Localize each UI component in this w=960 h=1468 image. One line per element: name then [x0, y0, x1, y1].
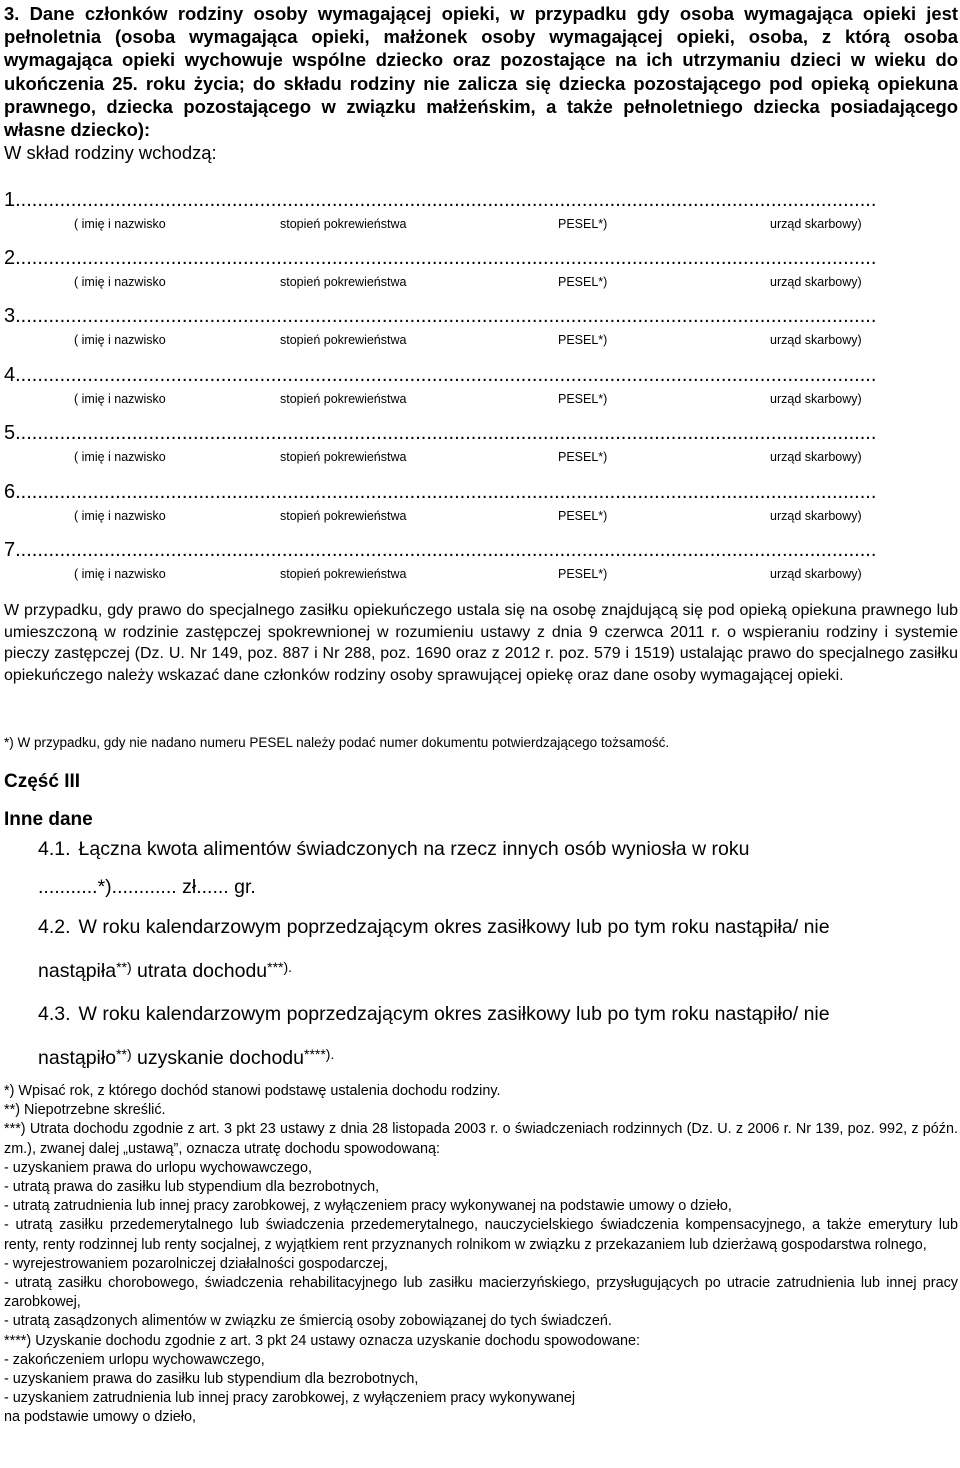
caption-pesel: PESEL*)	[558, 392, 608, 406]
family-member-row	[4, 363, 958, 415]
family-member-row	[4, 246, 958, 298]
footnote-line: - utratą zasiłku przedemerytalnego lub świadczenia przedemerytalnego, nauczycielskiego świadczenia kompensacyjnego, a także emerytury lub renty, renty rodzinnej lub renty socjalnej, z wyjątkiem rent przyznanych rolnikom w związku z przekazaniem lub dzierżawą gospodarstwa rolnego,	[4, 1217, 958, 1253]
members-label: W skład rodziny wchodzą:	[4, 142, 217, 164]
member-number: 1	[4, 189, 16, 211]
caption-name: ( imię i nazwisko	[74, 567, 166, 581]
member-number: 4	[4, 364, 16, 386]
footnote-marker: ***).	[267, 959, 293, 975]
footnote-marker: **)	[116, 959, 132, 975]
caption-tax-office: urząd skarbowy)	[770, 450, 862, 464]
caption-tax-office: urząd skarbowy)	[770, 567, 862, 581]
caption-relation: stopień pokrewieństwa	[280, 392, 407, 406]
caption-relation: stopień pokrewieństwa	[280, 275, 407, 289]
member-dots: ...........................................................................................................................................................	[15, 189, 877, 211]
caption-name: ( imię i nazwisko	[74, 509, 166, 523]
caption-pesel: PESEL*)	[558, 217, 608, 231]
member-number: 3	[4, 305, 16, 327]
item-4-1	[38, 830, 958, 906]
part-3-subtitle: Inne dane	[4, 809, 93, 830]
caption-relation: stopień pokrewieństwa	[280, 567, 407, 581]
guardian-paragraph: W przypadku, gdy prawo do specjalnego zasiłku opiekuńczego ustala się na osobę znajdującą się pod opieką opiekuna prawnego lub umieszczoną w rodzinie zastępczej spokrewnionej w rozumieniu ustawy z dnia 9 czerwca 2011 r. o wspieraniu rodziny i systemie pieczy zastępczej (Dz. U. Nr 149, poz. 887 i Nr 288, poz. 1690 oraz z 2012 r. poz. 579 i 1519) ustalając prawo do specjalnego zasiłku opiekuńczego należy wskazać dane członków rodziny osoby sprawującej opiekę oraz dane osoby wymagającej opieki.	[4, 602, 958, 684]
family-member-row	[4, 188, 958, 240]
member-line[interactable]	[4, 480, 876, 504]
footnote-line: - utratą zasiłku chorobowego, świadczenia rehabilitacyjnego lub zasiłku macierzyńskiego, przysługujących po utracie zatrudnienia lub innej pracy zarobkowej,	[4, 1275, 958, 1311]
footnote-line: - utratą zasądzonych alimentów w związku ze śmiercią osoby zobowiązanej do tych świadczeń.	[4, 1313, 612, 1330]
item-4-2	[38, 905, 958, 993]
footnote-line: - uzyskaniem zatrudnienia lub innej pracy zarobkowej, z wyłączeniem pracy wykonywanej	[4, 1390, 576, 1407]
item-text: Łączna kwota alimentów świadczonych na rzecz innych osób wyniosła w roku	[78, 838, 750, 860]
item-text: uzyskanie dochodu	[137, 1047, 304, 1069]
item-text: utrata dochodu	[137, 960, 268, 982]
caption-tax-office: urząd skarbowy)	[770, 217, 862, 231]
item-text: W roku kalendarzowym poprzedzającym okres zasiłkowy lub po tym roku nastąpiła/ nie	[78, 916, 830, 938]
caption-pesel: PESEL*)	[558, 333, 608, 347]
alimony-fill-field[interactable]: ...........*)............ zł...... gr.	[38, 876, 256, 898]
caption-name: ( imię i nazwisko	[74, 217, 166, 231]
caption-relation: stopień pokrewieństwa	[280, 333, 407, 347]
footnote-line: *) Wpisać rok, z którego dochód stanowi podstawę ustalenia dochodu rodziny.	[4, 1083, 501, 1099]
item-text: W roku kalendarzowym poprzedzającym okres zasiłkowy lub po tym roku nastąpiło/ nie	[78, 1003, 830, 1025]
caption-name: ( imię i nazwisko	[74, 392, 166, 406]
caption-pesel: PESEL*)	[558, 275, 608, 289]
item-number: 4.3.	[38, 1003, 71, 1025]
caption-tax-office: urząd skarbowy)	[770, 509, 862, 523]
caption-name: ( imię i nazwisko	[74, 450, 166, 464]
caption-tax-office: urząd skarbowy)	[770, 275, 862, 289]
member-number: 2	[4, 247, 16, 269]
caption-tax-office: urząd skarbowy)	[770, 333, 862, 347]
caption-name: ( imię i nazwisko	[74, 333, 166, 347]
footnotes	[4, 1082, 958, 1428]
footnote-marker: ****).	[304, 1046, 335, 1062]
item-number: 4.2.	[38, 916, 71, 938]
caption-relation: stopień pokrewieństwa	[280, 509, 407, 523]
caption-relation: stopień pokrewieństwa	[280, 217, 407, 231]
income-loss-choice[interactable]: nastąpiła	[38, 960, 117, 982]
footnote-line: - utratą zatrudnienia lub innej pracy zarobkowej, z wyłączeniem pracy wykonywanej na podstawie umowy o dzieło,	[4, 1198, 732, 1215]
footnote-line: - wyrejestrowaniem pozarolniczej działalności gospodarczej,	[4, 1255, 388, 1272]
member-line[interactable]	[4, 304, 876, 328]
footnote-line: - uzyskaniem prawa do zasiłku lub stypendium dla bezrobotnych,	[4, 1371, 419, 1388]
section-3-intro-text: 3. Dane członków rodziny osoby wymagającej opieki, w przypadku gdy osoba wymagająca opieki jest pełnoletnia (osoba wymagająca opieki, małżonek osoby wymagającej opieki, osoba, z którą osoba wymagająca opieki wychowuje wspólne dziecko oraz pozostające na ich utrzymaniu dzieci w wieku do ukończenia 25. roku życia; do składu rodziny nie zalicza się dziecka pozostającego pod opieką opiekuna prawnego, dziecka pozostającego w związku małżeńskim, a także pełnoletniego dziecka posiadającego własne dziecko):	[4, 3, 958, 141]
footnote-line: - utratą prawa do zasiłku lub stypendium dla bezrobotnych,	[4, 1179, 380, 1196]
footnote-line: ***) Utrata dochodu zgodnie z art. 3 pkt 23 ustawy z dnia 28 listopada 2003 r. o świadczeniach rodzinnych (Dz. U. z 2006 r. Nr 139, poz. 992, z późn. zm.), zwanej dalej „ustawą”, oznacza utratę dochodu spowodowaną:	[4, 1121, 958, 1157]
family-member-row	[4, 304, 958, 356]
income-gain-choice[interactable]: nastąpiło	[38, 1047, 117, 1069]
caption-name: ( imię i nazwisko	[74, 275, 166, 289]
family-member-row	[4, 421, 958, 473]
member-line[interactable]	[4, 188, 876, 212]
footnote-line: na podstawie umowy o dzieło,	[4, 1409, 196, 1426]
member-dots: ...........................................................................................................................................................	[15, 364, 877, 386]
caption-pesel: PESEL*)	[558, 509, 608, 523]
member-line[interactable]	[4, 246, 876, 270]
section-3-intro	[4, 2, 958, 164]
part-3-title: Część III	[4, 771, 81, 792]
pesel-note: *) W przypadku, gdy nie nadano numeru PESEL należy podać numer dokumentu potwierdzającego tożsamość.	[4, 735, 670, 750]
family-member-row	[4, 538, 958, 590]
member-dots: ...........................................................................................................................................................	[15, 539, 877, 561]
footnote-marker: **)	[116, 1046, 132, 1062]
footnote-line: - uzyskaniem prawa do urlopu wychowawczego,	[4, 1159, 312, 1176]
member-line[interactable]	[4, 538, 876, 562]
caption-pesel: PESEL*)	[558, 450, 608, 464]
footnote-line: - zakończeniem urlopu wychowawczego,	[4, 1351, 265, 1368]
item-4-3	[38, 992, 958, 1080]
member-number: 7	[4, 539, 16, 561]
caption-relation: stopień pokrewieństwa	[280, 450, 407, 464]
member-dots: ...........................................................................................................................................................	[15, 305, 877, 327]
member-dots: ...........................................................................................................................................................	[15, 422, 877, 444]
member-number: 6	[4, 481, 16, 503]
family-member-row	[4, 480, 958, 532]
item-number: 4.1.	[38, 838, 71, 860]
member-line[interactable]	[4, 363, 876, 387]
member-dots: ...........................................................................................................................................................	[15, 481, 877, 503]
member-dots: ...........................................................................................................................................................	[15, 247, 877, 269]
caption-pesel: PESEL*)	[558, 567, 608, 581]
footnote-line: ****) Uzyskanie dochodu zgodnie z art. 3 pkt 24 ustawy oznacza uzyskanie dochodu spowodowane:	[4, 1332, 640, 1349]
member-line[interactable]	[4, 421, 876, 445]
footnote-line: **) Niepotrzebne skreślić.	[4, 1102, 166, 1119]
member-number: 5	[4, 422, 16, 444]
caption-tax-office: urząd skarbowy)	[770, 392, 862, 406]
